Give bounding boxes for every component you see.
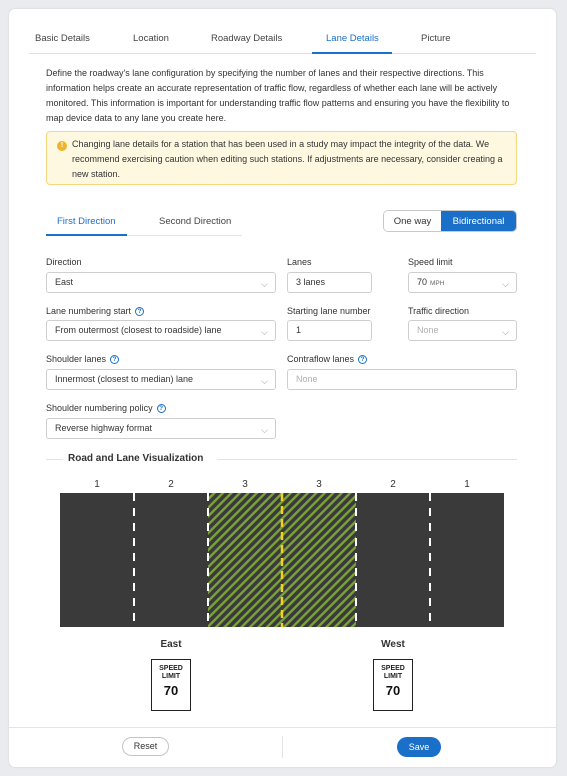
visualization-title: Road and Lane Visualization (68, 453, 204, 464)
tab-picture[interactable]: Picture (421, 33, 451, 44)
lane-numbering-start-select[interactable] (46, 320, 276, 341)
chevron-down-icon: ⌵ (261, 376, 268, 386)
tab-second-direction[interactable]: Second Direction (159, 216, 232, 227)
starting-lane-number-label: Starting lane number (287, 306, 371, 316)
tab-location[interactable]: Location (133, 33, 169, 44)
tabs-divider (29, 53, 536, 54)
contraflow-lanes-label: Contraflow lanes ? (287, 354, 367, 364)
section-divider-left (46, 459, 63, 460)
active-direction-indicator (46, 234, 127, 236)
help-icon[interactable]: ? (110, 355, 119, 364)
shoulder-lanes-value: Innermost (closest to median) lane (55, 374, 194, 384)
sign-text: SPEED LIMIT (159, 665, 183, 680)
traffic-direction-placeholder: None (417, 325, 439, 335)
lane-number: 3 (316, 479, 322, 490)
speed-unit: MPH (430, 280, 445, 287)
lanes-label: Lanes (287, 257, 312, 267)
lane-numbering-start-value: From outermost (closest to roadside) lane (55, 325, 222, 335)
shoulder-numbering-policy-value: Reverse highway format (55, 423, 153, 433)
road-visualization (60, 493, 504, 627)
footer-divider (9, 727, 556, 728)
lanes-value: 3 lanes (296, 277, 326, 287)
lane-details-description: Define the roadway's lane configuration by specifying the number of lanes and their respective directions. This information helps create an accurate representation of traffic flow, regardless of whether each lane will be actively monitored. This information is important for understanding traffic flow patterns and ensuring you have the flexibility to map device data to any lane you create here. (46, 68, 510, 123)
speed-limit-sign-west (373, 659, 413, 711)
chevron-down-icon: ⌵ (261, 279, 268, 289)
info-icon: ! (57, 141, 67, 151)
save-button[interactable]: Save (397, 737, 441, 757)
tab-lane-details[interactable]: Lane Details (326, 33, 379, 44)
direction-select[interactable] (46, 272, 276, 293)
shoulder-numbering-policy-select[interactable] (46, 418, 276, 439)
sign-speed: 70 (163, 683, 179, 698)
speed-limit-sign-east (151, 659, 191, 711)
lane-number: 3 (242, 479, 248, 490)
chevron-down-icon: ⌵ (261, 327, 268, 337)
speed-limit-select[interactable] (408, 272, 517, 293)
direction-label-east: East (160, 639, 182, 650)
alert-text: Changing lane details for a station that has been used in a study may impact the integrity of the data. We recommend exercising caution when editing such stations. If adjustments are necessary, consider creating a new station. (72, 139, 503, 179)
bidirectional-option[interactable]: Bidirectional (441, 211, 516, 231)
lanes-input[interactable] (287, 272, 372, 293)
help-icon[interactable]: ? (135, 307, 144, 316)
shoulder-lanes-label: Shoulder lanes ? (46, 354, 119, 364)
shoulder-lanes-select[interactable] (46, 369, 276, 390)
sign-text: SPEED LIMIT (381, 665, 405, 680)
help-icon[interactable]: ? (358, 355, 367, 364)
lane-number: 1 (464, 479, 470, 490)
chevron-down-icon: ⌵ (502, 327, 509, 337)
starting-lane-number-value: 1 (296, 325, 302, 335)
lane-number: 1 (94, 479, 100, 490)
traffic-direction-label: Traffic direction (408, 306, 470, 316)
sign-speed: 70 (385, 683, 401, 698)
shoulder-numbering-policy-label: Shoulder numbering policy ? (46, 403, 166, 413)
tab-roadway-details[interactable]: Roadway Details (211, 33, 283, 44)
direction-value: East (55, 277, 74, 287)
one-way-option[interactable]: One way (384, 211, 441, 231)
direction-label: Direction (46, 257, 82, 267)
tab-first-direction[interactable]: First Direction (57, 216, 116, 227)
speed-limit-label: Speed limit (408, 257, 453, 267)
warning-alert (46, 131, 517, 185)
lane-numbering-start-label: Lane numbering start ? (46, 306, 144, 316)
speed-limit-value: 70 (417, 277, 428, 287)
starting-lane-number-input[interactable] (287, 320, 372, 341)
reset-button[interactable]: Reset (122, 737, 169, 756)
contraflow-lanes-placeholder: None (296, 374, 318, 384)
chevron-down-icon: ⌵ (261, 425, 268, 435)
footer-separator (282, 736, 283, 758)
tab-basic-details[interactable]: Basic Details (35, 33, 90, 44)
lane-number: 2 (390, 479, 396, 490)
help-icon[interactable]: ? (157, 404, 166, 413)
lane-details-card (9, 9, 556, 767)
contraflow-lanes-select[interactable] (287, 369, 517, 390)
direction-mode-toggle (383, 210, 517, 232)
chevron-down-icon: ⌵ (502, 279, 509, 289)
active-tab-indicator (312, 52, 392, 54)
section-divider-right (217, 459, 517, 460)
direction-label-west: West (381, 639, 405, 650)
traffic-direction-select[interactable] (408, 320, 517, 341)
lane-number: 2 (168, 479, 174, 490)
